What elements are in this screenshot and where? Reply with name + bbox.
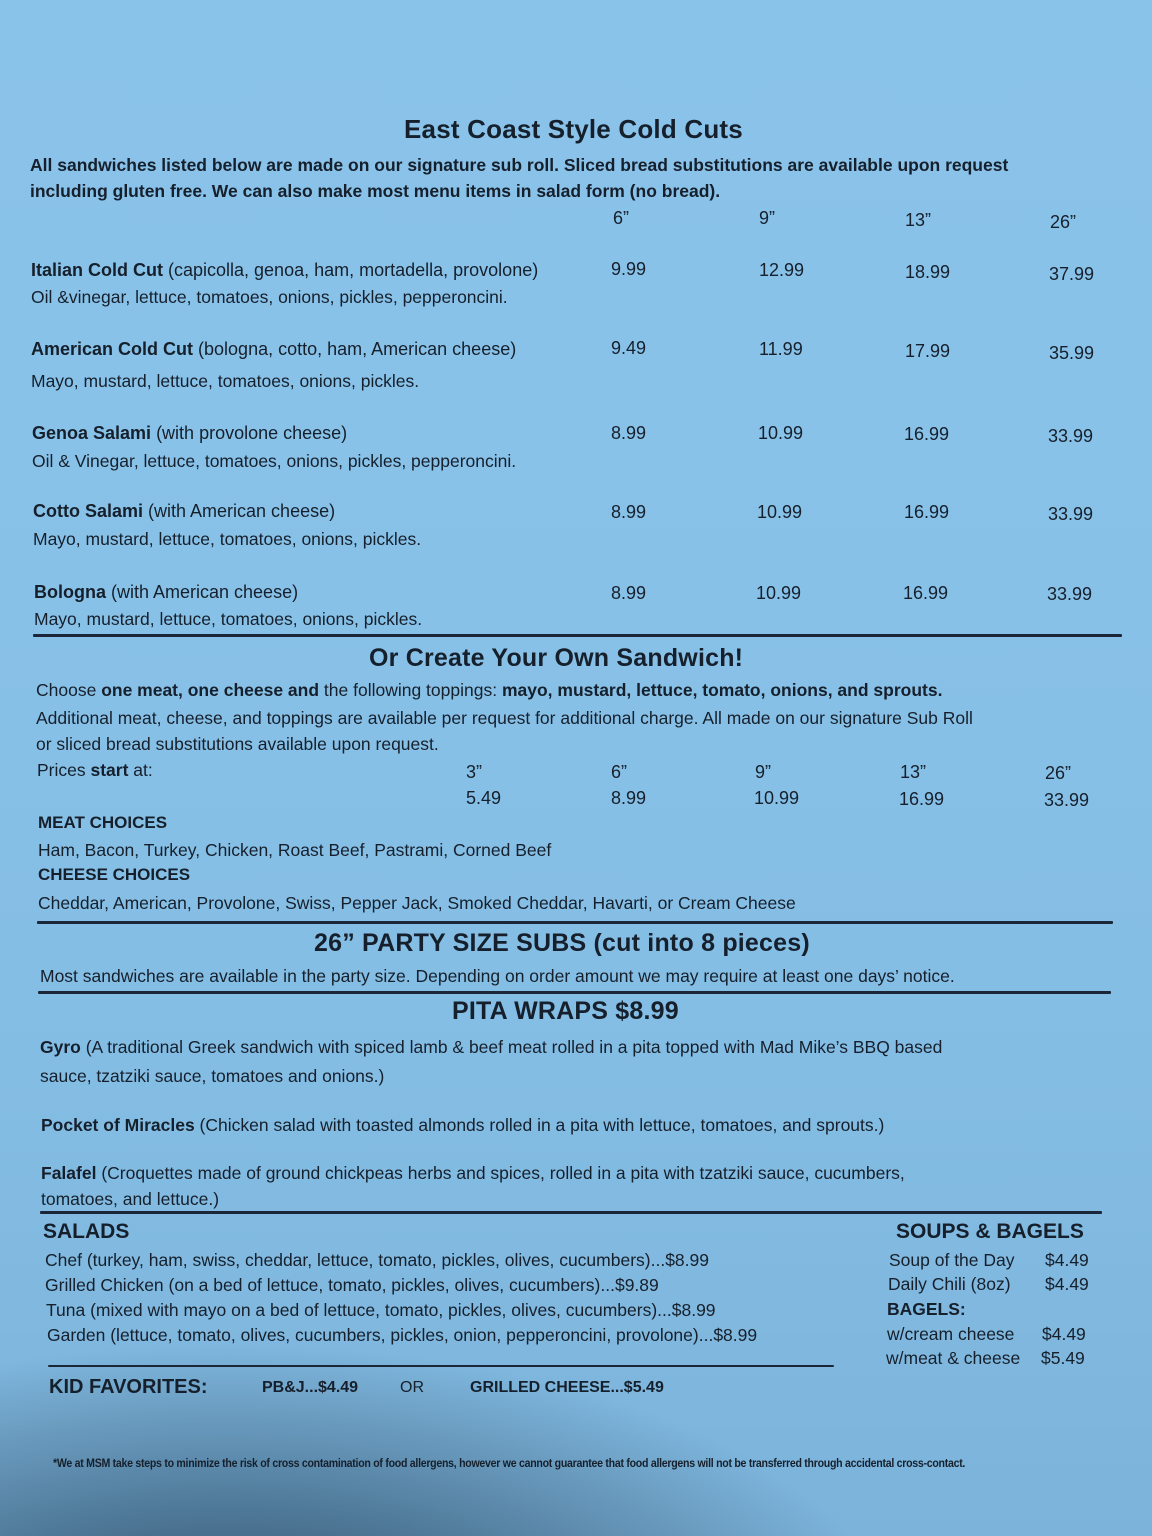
- party-title: 26” PARTY SIZE SUBS (cut into 8 pieces): [314, 929, 810, 957]
- item-description-cont: sauce, tzatziki sauce, tomatoes and onions.): [40, 1066, 385, 1086]
- item-toppings: Mayo, mustard, lettuce, tomatoes, onions, pickles.: [33, 529, 422, 549]
- price-9in: 10.99: [758, 423, 804, 443]
- size-header: 6”: [613, 208, 630, 228]
- soups-bagels-title: SOUPS & BAGELS: [896, 1220, 1084, 1243]
- section-divider: [40, 1211, 1102, 1214]
- size-header: 13”: [905, 210, 932, 230]
- size-header: 26”: [1045, 763, 1072, 783]
- text-bold: mayo, mustard, lettuce, tomato, onions, and sprouts.: [501, 680, 943, 700]
- bagel-name: w/cream cheese: [887, 1324, 1015, 1344]
- bagel-name: w/meat & cheese: [886, 1348, 1021, 1368]
- soup-name: Soup of the Day: [889, 1250, 1015, 1270]
- bagels-heading: BAGELS:: [887, 1299, 966, 1319]
- cold-cuts-intro-line2: including gluten free. We can also make most menu items in salad form (no bread).: [30, 181, 721, 201]
- price-13in: 16.99: [903, 583, 949, 603]
- text: at:: [128, 760, 153, 780]
- prices-start-label: [37, 760, 153, 781]
- item-name: Bologna: [34, 582, 106, 602]
- size-header: 13”: [900, 762, 927, 782]
- price: 5.49: [466, 788, 502, 808]
- create-own-line3: or sliced bread substitutions available upon request.: [36, 734, 439, 754]
- bagel-price: $4.49: [1042, 1324, 1086, 1344]
- size-header: 3”: [466, 762, 483, 782]
- item-detail: (with American cheese): [106, 582, 299, 602]
- party-note: Most sandwiches are available in the party size. Depending on order amount we may require at least one days’ notice.: [40, 966, 955, 986]
- text: the following toppings:: [319, 680, 502, 700]
- text: Choose: [36, 680, 102, 700]
- section-divider: [38, 991, 1111, 994]
- item-toppings: Oil &vinegar, lettuce, tomatoes, onions, pickles, pepperoncini.: [31, 287, 508, 307]
- cold-cuts-intro-line1: All sandwiches listed below are made on our signature sub roll. Sliced bread substitutions are available upon request: [30, 155, 1009, 175]
- item-description: (Croquettes made of ground chickpeas herbs and spices, rolled in a pita with tzatziki sauce, cucumbers,: [96, 1163, 905, 1183]
- salad-item: Chef (turkey, ham, swiss, cheddar, lettuce, tomato, pickles, olives, cucumbers)...$8.99: [45, 1250, 709, 1270]
- price-26in: 33.99: [1048, 504, 1094, 524]
- price-6in: 8.99: [611, 423, 647, 443]
- soup-price: $4.49: [1045, 1250, 1089, 1270]
- meat-choices-list: Ham, Bacon, Turkey, Chicken, Roast Beef, Pastrami, Corned Beef: [38, 840, 552, 860]
- price-13in: 18.99: [905, 262, 951, 282]
- text-bold: one meat, one cheese and: [101, 680, 320, 700]
- price-9in: 10.99: [757, 502, 803, 522]
- soup-price: $4.49: [1045, 1274, 1089, 1294]
- item-name: Italian Cold Cut: [31, 260, 163, 280]
- price-26in: 35.99: [1049, 343, 1095, 363]
- item-toppings: Oil & Vinegar, lettuce, tomatoes, onions, pickles, pepperoncini.: [32, 451, 517, 471]
- soup-name: Daily Chili (8oz): [888, 1274, 1011, 1294]
- size-header: 9”: [759, 208, 776, 228]
- cheese-choices-heading: CHEESE CHOICES: [38, 865, 191, 884]
- text-bold: start: [90, 760, 129, 780]
- price-6in: 9.99: [611, 259, 647, 279]
- price-9in: 10.99: [756, 583, 802, 603]
- cold-cuts-title: East Coast Style Cold Cuts: [404, 114, 743, 144]
- size-header: 9”: [755, 762, 772, 782]
- create-own-line2: Additional meat, cheese, and toppings are available per request for additional charge. All made on our signature Sub Roll: [36, 708, 973, 728]
- price-13in: 16.99: [904, 502, 950, 522]
- kid-or: OR: [400, 1379, 424, 1396]
- price-26in: 33.99: [1048, 426, 1094, 446]
- bagel-price: $5.49: [1041, 1348, 1085, 1368]
- price-13in: 16.99: [904, 424, 950, 444]
- price: 10.99: [754, 788, 800, 808]
- item-description: (A traditional Greek sandwich with spiced lamb & beef meat rolled in a pita topped with Mad Mike’s BBQ based: [80, 1037, 943, 1057]
- item-detail: (capicolla, genoa, ham, mortadella, provolone): [163, 260, 539, 280]
- item-description: (Chicken salad with toasted almonds rolled in a pita with lettuce, tomatoes, and sprouts.): [194, 1115, 885, 1135]
- kid-item-grilled-cheese: GRILLED CHEESE...$5.49: [470, 1379, 664, 1396]
- item-description-cont: tomatoes, and lettuce.): [41, 1189, 220, 1209]
- salad-item: Grilled Chicken (on a bed of lettuce, tomato, pickles, olives, cucumbers)...$9.89: [45, 1275, 659, 1295]
- price-9in: 11.99: [759, 339, 803, 359]
- item-name: Cotto Salami: [33, 501, 144, 521]
- kid-item-pbj: PB&J...$4.49: [262, 1379, 359, 1396]
- item-detail: (bologna, cotto, ham, American cheese): [193, 339, 517, 359]
- salad-item: Tuna (mixed with mayo on a bed of lettuce, tomato, pickles, olives, cucumbers)...$8.99: [46, 1300, 716, 1320]
- price-9in: 12.99: [759, 260, 805, 280]
- item-name: Falafel: [41, 1163, 97, 1183]
- text: Prices: [37, 760, 91, 780]
- item-name: Pocket of Miracles: [41, 1115, 195, 1135]
- create-own-line1: [36, 680, 942, 701]
- price: 16.99: [899, 789, 945, 809]
- kid-favorites-label: KID FAVORITES:: [49, 1376, 208, 1398]
- size-header: 6”: [611, 762, 628, 782]
- price: 33.99: [1044, 790, 1090, 810]
- item-toppings: Mayo, mustard, lettuce, tomatoes, onions, pickles.: [34, 609, 423, 629]
- size-header: 26”: [1050, 212, 1077, 232]
- cheese-choices-list: Cheddar, American, Provolone, Swiss, Pepper Jack, Smoked Cheddar, Havarti, or Cream Cheese: [38, 893, 796, 913]
- price-26in: 37.99: [1049, 264, 1095, 284]
- item-name: Genoa Salami: [32, 423, 152, 443]
- price-26in: 33.99: [1047, 584, 1093, 604]
- allergen-disclaimer: *We at MSM take steps to minimize the risk of cross contamination of food allergens, however we cannot guarantee that food allergens will not be transferred through accidental cross-contact.: [53, 1458, 966, 1470]
- item-detail: (with American cheese): [143, 501, 336, 521]
- section-divider: [37, 921, 1113, 924]
- item-name: Gyro: [40, 1037, 81, 1057]
- item-toppings: Mayo, mustard, lettuce, tomatoes, onions, pickles.: [31, 371, 420, 391]
- price: 8.99: [611, 788, 647, 808]
- meat-choices-heading: MEAT CHOICES: [38, 813, 168, 832]
- create-own-title: Or Create Your Own Sandwich!: [369, 644, 744, 672]
- pita-title: PITA WRAPS $8.99: [452, 997, 679, 1025]
- item-name: American Cold Cut: [31, 339, 194, 359]
- item-detail: (with provolone cheese): [151, 423, 348, 443]
- section-divider: [33, 634, 1122, 637]
- price-6in: 8.99: [611, 502, 647, 522]
- salads-title: SALADS: [43, 1220, 130, 1243]
- price-13in: 17.99: [905, 341, 951, 361]
- salad-item: Garden (lettuce, tomato, olives, cucumbers, pickles, onion, pepperoncini, provolone)...$8.99: [47, 1325, 758, 1345]
- price-6in: 9.49: [611, 338, 647, 358]
- section-divider: [48, 1365, 834, 1367]
- price-6in: 8.99: [611, 583, 647, 603]
